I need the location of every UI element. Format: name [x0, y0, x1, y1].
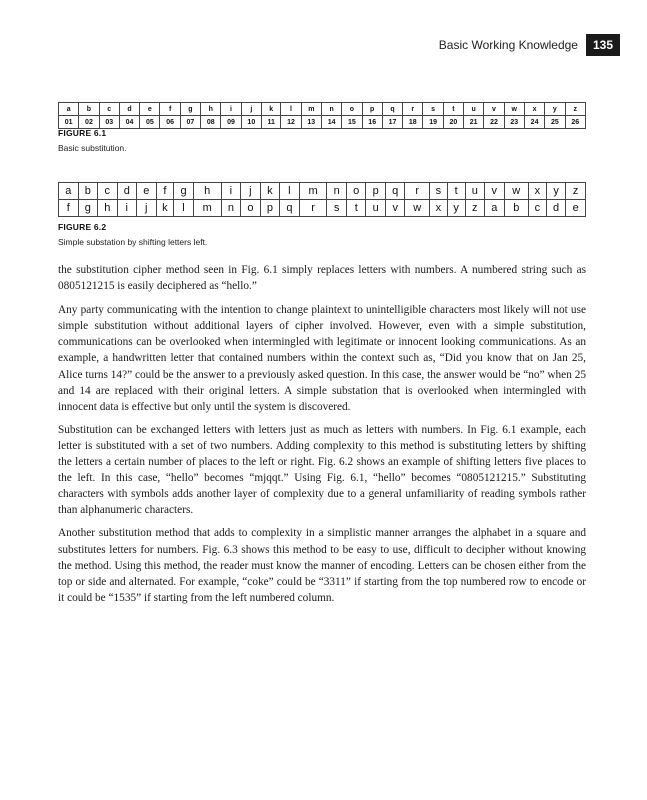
fig1-code-cell: 09: [221, 116, 241, 129]
paragraph: Substitution can be exchanged letters with letters just as much as letters with numbers. In Fig. 6.1 example, each letter is substituted with a set of two numbers. Adding complexity to this method is substituting letters by shifting the letters a certain number of places to the left or right. Fig. 6.2 shows an example of shifting letters five places to the left. In this case, “hello” becomes “mjqqt.” Using Fig. 6.1, “hello” becomes “0805121215.” Substituting characters with symbols adds another layer of complexity due to a general unfamiliarity of reading symbols rather than alphanumeric characters.: [58, 423, 586, 517]
fig2-shifted-cell: y: [447, 200, 465, 217]
fig1-code-cell: 25: [545, 116, 565, 129]
fig1-letter-cell: t: [443, 103, 463, 116]
fig2-plain-cell: x: [529, 183, 547, 200]
fig1-code-cell: 15: [342, 116, 362, 129]
fig2-plain-row: [59, 183, 586, 200]
fig1-code-cell: 05: [140, 116, 160, 129]
fig2-plain-cell: d: [117, 183, 137, 200]
fig2-shifted-cell: e: [566, 200, 586, 217]
fig2-plain-cell: p: [366, 183, 386, 200]
fig2-shifted-cell: k: [156, 200, 174, 217]
fig1-code-cell: 16: [362, 116, 382, 129]
figure-6-2-caption: Simple substation by shifting letters left.: [58, 237, 208, 247]
fig1-code-cell: 07: [180, 116, 200, 129]
fig1-letter-cell: g: [180, 103, 200, 116]
fig1-code-cell: 22: [484, 116, 504, 129]
fig2-plain-cell: j: [241, 183, 261, 200]
fig2-plain-cell: q: [385, 183, 405, 200]
fig2-plain-cell: y: [546, 183, 566, 200]
figure-6-2-table: [58, 182, 586, 217]
fig2-shifted-cell: q: [280, 200, 300, 217]
fig1-code-cell: 21: [464, 116, 484, 129]
fig2-plain-cell: u: [465, 183, 485, 200]
fig2-plain-cell: z: [566, 183, 586, 200]
fig1-letter-cell: i: [221, 103, 241, 116]
figure-6-1-label: FIGURE 6.1: [58, 128, 107, 138]
fig1-letter-row: [59, 103, 586, 116]
fig2-plain-cell: v: [485, 183, 505, 200]
fig1-letter-cell: v: [484, 103, 504, 116]
fig1-code-cell: 13: [301, 116, 321, 129]
fig2-plain-cell: w: [504, 183, 529, 200]
fig2-shifted-cell: f: [59, 200, 79, 217]
fig1-code-cell: 04: [119, 116, 139, 129]
fig2-plain-cell: c: [98, 183, 118, 200]
fig2-shifted-cell: n: [221, 200, 241, 217]
fig1-letter-cell: m: [301, 103, 321, 116]
fig2-shifted-cell: c: [529, 200, 547, 217]
fig2-shifted-cell: u: [366, 200, 386, 217]
fig1-code-cell: 08: [201, 116, 221, 129]
fig2-shifted-row: [59, 200, 586, 217]
fig2-plain-cell: s: [429, 183, 447, 200]
paragraph: Another substitution method that adds to complexity in a simplistic manner arranges the alphabet in a square and substitutes letters for numbers. Fig. 6.3 shows this method to be easy to use, difficult to decipher without knowing the method. Using this method, the reader must know the manner of encoding. Letters can be chosen either from the top or side and alternated. For example, “coke” could be “3311” if starting from the top numbered row to encode or it could be “1535” if starting from the left numbered column.: [58, 527, 586, 604]
fig1-letter-cell: a: [59, 103, 79, 116]
fig2-shifted-cell: a: [485, 200, 505, 217]
fig2-shifted-cell: v: [385, 200, 405, 217]
fig1-letter-cell: p: [362, 103, 382, 116]
paragraph: Any party communicating with the intention to change plaintext to unintelligible characters most likely will not use simple substitution without additional layers of cipher involved. However, even with a simple substitution, communications can be overlooked when intermingled with legitimate or innocent looking communications. As an example, a handwritten letter that contained numbers within the context such as, “Did you know that on Jan 25, Alice turns 14?” could be the answer to a previously asked question. In this case, the answer would be “no” when 25 and 14 are replaced with their original letters. A simple substation that is overlooked when intermingled with innocent data is effective but only until the system is discovered.: [58, 304, 586, 413]
fig2-shifted-cell: s: [327, 200, 347, 217]
fig2-shifted-cell: l: [174, 200, 194, 217]
fig2-plain-cell: f: [156, 183, 174, 200]
fig1-letter-cell: o: [342, 103, 362, 116]
fig1-code-cell: 14: [321, 116, 341, 129]
fig2-plain-cell: r: [405, 183, 430, 200]
fig2-shifted-cell: i: [117, 200, 137, 217]
fig1-code-cell: 11: [261, 116, 280, 129]
fig1-code-cell: 02: [79, 116, 99, 129]
fig1-code-cell: 01: [59, 116, 79, 129]
fig1-letter-cell: j: [241, 103, 261, 116]
fig2-plain-cell: m: [299, 183, 327, 200]
figure-6-2-label: FIGURE 6.2: [58, 222, 107, 232]
fig1-letter-cell: z: [565, 103, 585, 116]
paragraph: the substitution cipher method seen in Fig. 6.1 simply replaces letters with numbers. A numbered string such as 0805121215 is easily deciphered as “hello.”: [58, 264, 586, 293]
fig2-shifted-cell: h: [98, 200, 118, 217]
fig2-plain-cell: g: [174, 183, 194, 200]
fig1-letter-cell: d: [119, 103, 139, 116]
figure-6-1-caption: Basic substitution.: [58, 143, 127, 153]
fig1-letter-cell: u: [464, 103, 484, 116]
fig1-letter-cell: n: [321, 103, 341, 116]
fig1-letter-cell: y: [545, 103, 565, 116]
fig1-letter-cell: e: [140, 103, 160, 116]
fig2-shifted-cell: g: [78, 200, 98, 217]
fig1-code-cell: 23: [504, 116, 524, 129]
body-text: [58, 262, 586, 613]
fig2-shifted-cell: w: [405, 200, 430, 217]
fig1-letter-cell: r: [403, 103, 423, 116]
fig2-shifted-cell: m: [193, 200, 221, 217]
fig1-letter-cell: s: [423, 103, 443, 116]
fig2-plain-cell: l: [280, 183, 300, 200]
fig2-shifted-cell: t: [346, 200, 366, 217]
fig2-shifted-cell: x: [429, 200, 447, 217]
figure-6-1-table: [58, 102, 586, 129]
running-head: [439, 34, 620, 56]
fig1-letter-cell: f: [160, 103, 180, 116]
fig2-plain-cell: b: [78, 183, 98, 200]
fig1-code-cell: 06: [160, 116, 180, 129]
fig1-letter-cell: l: [281, 103, 301, 116]
fig2-shifted-cell: j: [137, 200, 157, 217]
fig2-plain-cell: n: [327, 183, 347, 200]
fig1-letter-cell: h: [201, 103, 221, 116]
fig2-plain-cell: t: [447, 183, 465, 200]
fig1-code-cell: 19: [423, 116, 443, 129]
fig1-code-cell: 17: [382, 116, 402, 129]
fig1-code-cell: 20: [443, 116, 463, 129]
fig2-shifted-cell: p: [260, 200, 280, 217]
fig2-plain-cell: o: [346, 183, 366, 200]
fig2-plain-cell: a: [59, 183, 79, 200]
running-title: Basic Working Knowledge: [438, 38, 578, 52]
fig2-shifted-cell: r: [299, 200, 327, 217]
fig1-letter-cell: w: [504, 103, 524, 116]
fig1-code-cell: 12: [281, 116, 301, 129]
fig1-letter-cell: c: [99, 103, 119, 116]
fig1-code-row: [59, 116, 586, 129]
fig1-letter-cell: x: [524, 103, 544, 116]
fig1-letter-cell: q: [382, 103, 402, 116]
fig1-code-cell: 18: [403, 116, 423, 129]
fig1-code-cell: 26: [565, 116, 585, 129]
fig2-plain-cell: i: [221, 183, 241, 200]
fig2-shifted-cell: b: [504, 200, 529, 217]
fig1-letter-cell: k: [261, 103, 280, 116]
fig2-shifted-cell: z: [465, 200, 485, 217]
fig1-code-cell: 03: [99, 116, 119, 129]
page-number: 135: [586, 34, 620, 56]
fig2-shifted-cell: o: [241, 200, 261, 217]
fig2-shifted-cell: d: [546, 200, 566, 217]
fig2-plain-cell: h: [193, 183, 221, 200]
fig2-plain-cell: k: [260, 183, 280, 200]
fig2-plain-cell: e: [137, 183, 157, 200]
fig1-code-cell: 10: [241, 116, 261, 129]
fig1-letter-cell: b: [79, 103, 99, 116]
fig1-code-cell: 24: [524, 116, 544, 129]
